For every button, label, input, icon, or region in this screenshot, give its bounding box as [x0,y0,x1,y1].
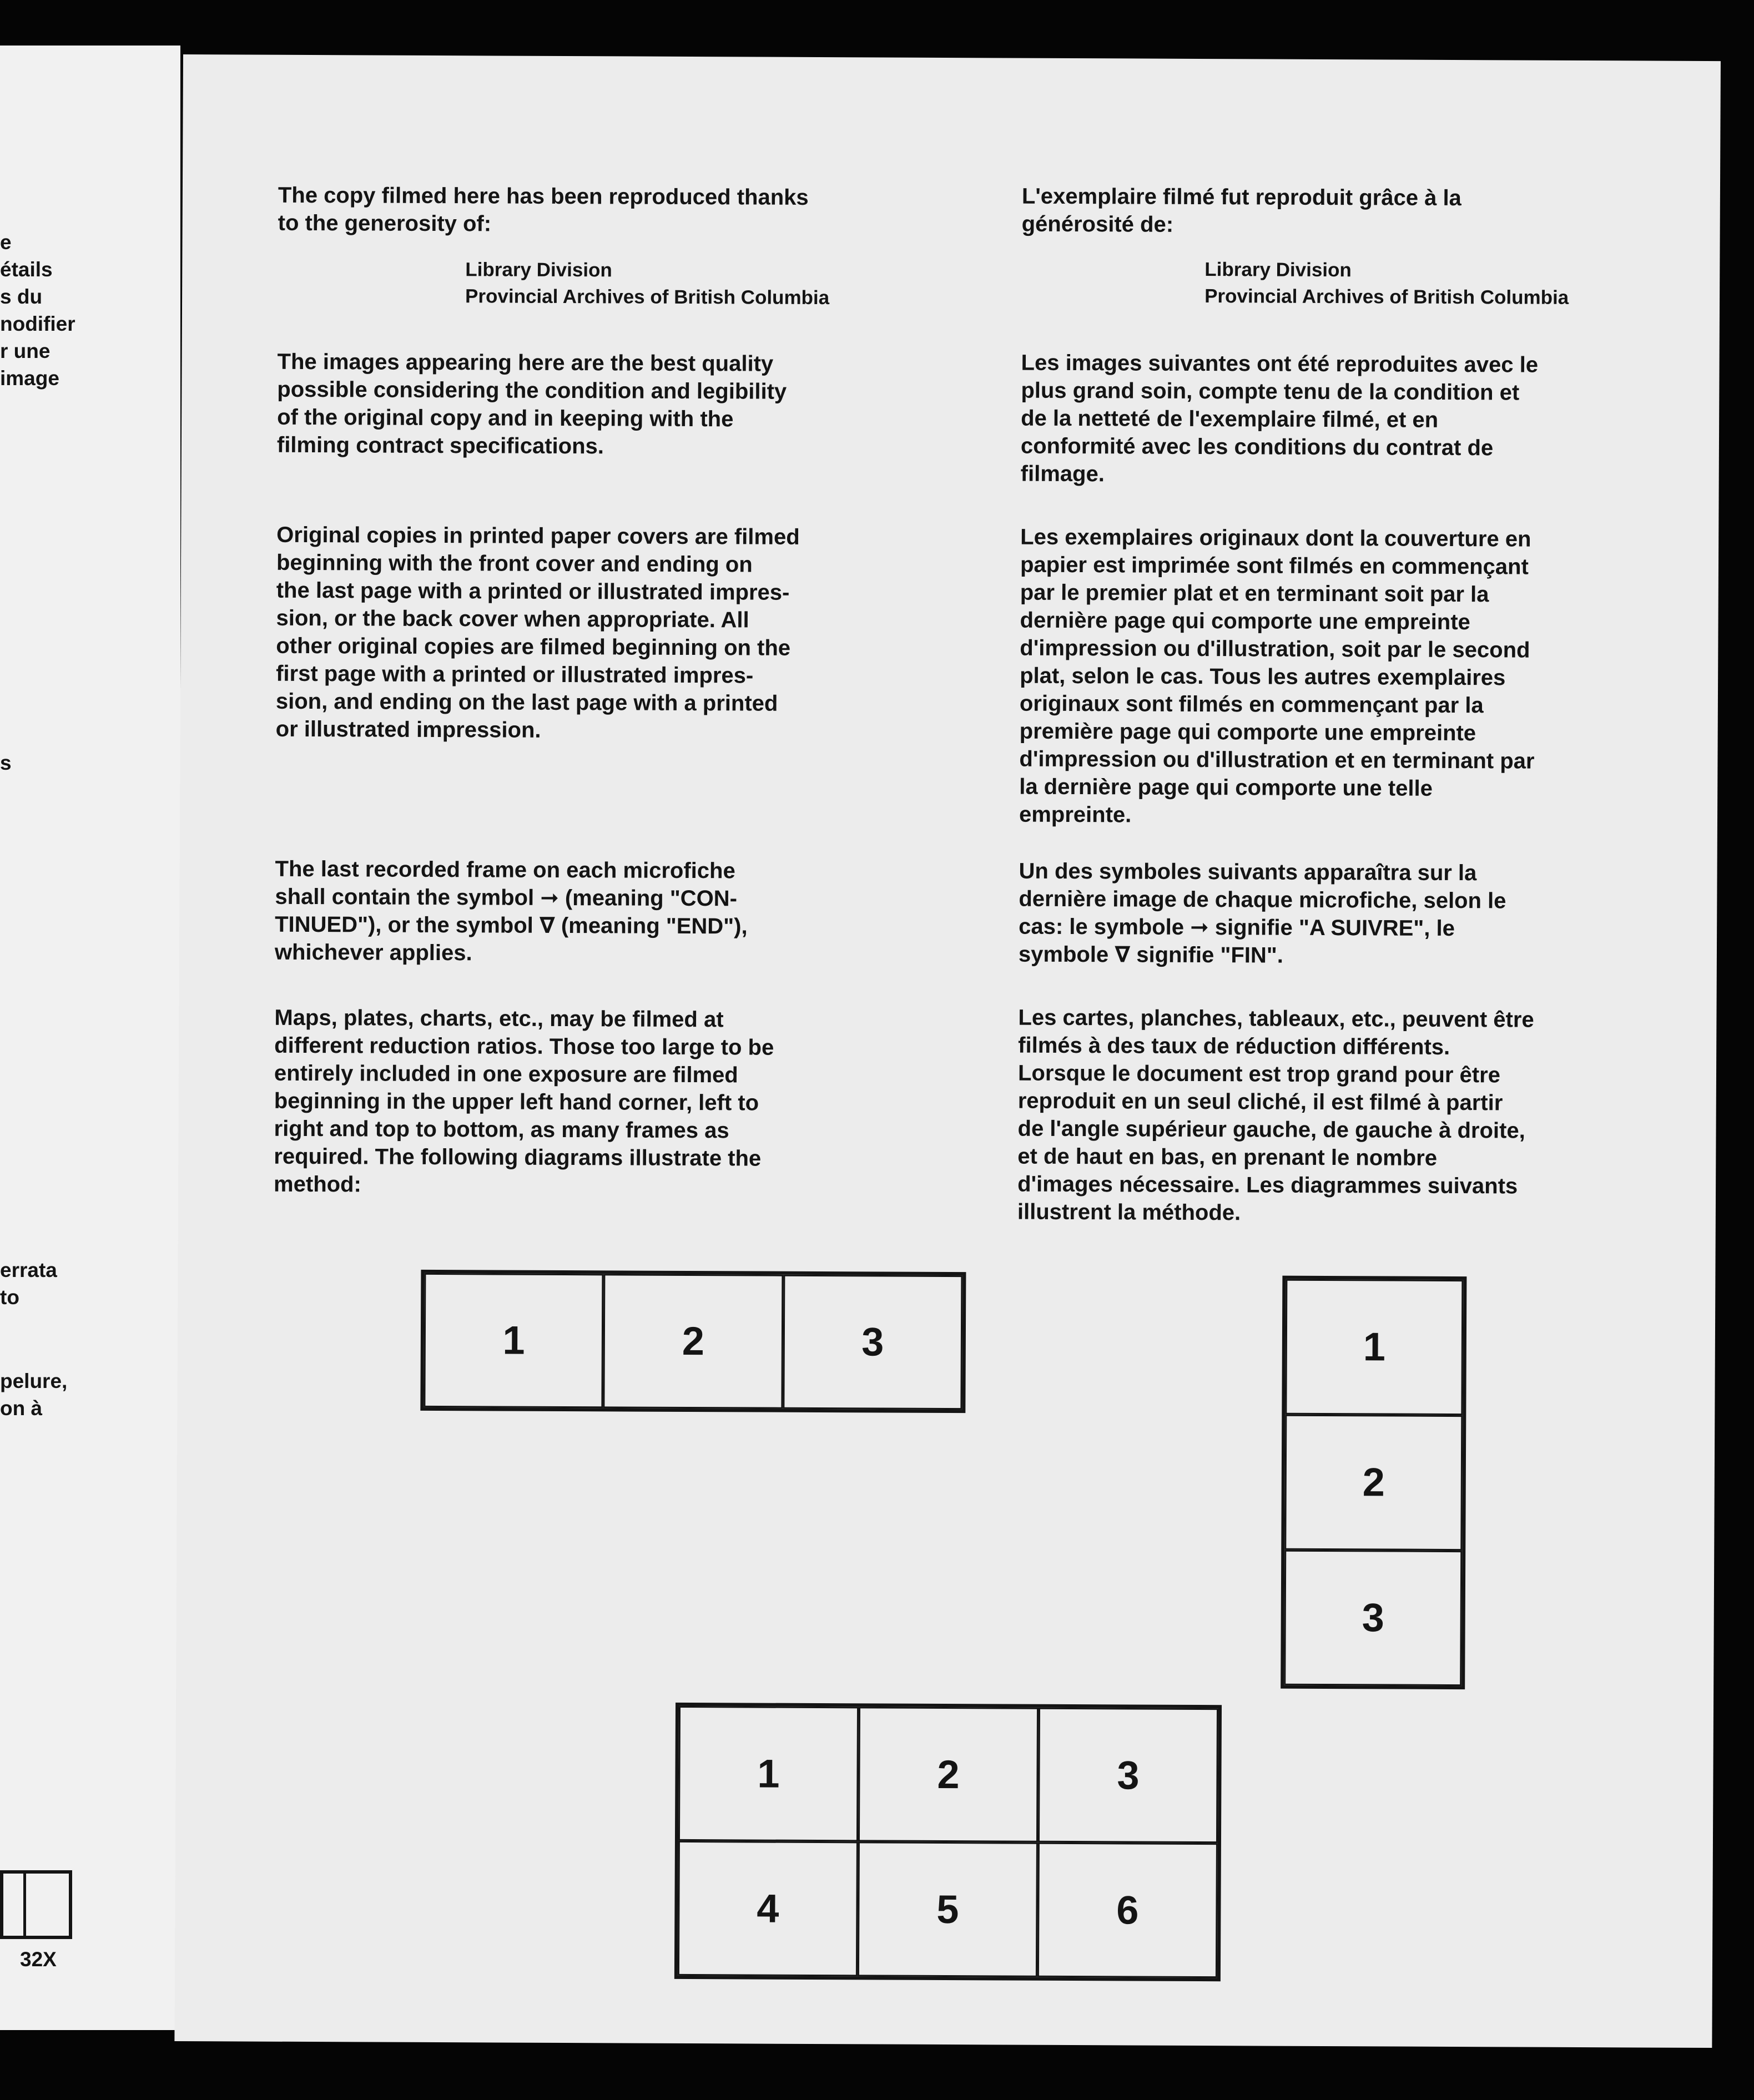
diagram-vertical [1281,1276,1466,1689]
diagram-horizontal [420,1270,966,1413]
diagram-vertical-cell: 2 [1284,1415,1463,1551]
left-fragment-lower-2: pelure, on à [0,1370,68,1420]
en-intro: The copy filmed here has been reproduced thanks to the generosity of: [278,183,809,236]
diagram-grid-cell: 5 [858,1841,1038,1977]
diagram-grid-cell: 4 [678,1841,858,1976]
left-fragment-middle: s [0,751,12,774]
left-page-edge [0,46,180,2030]
en-paragraph-symbols: The last recorded frame on each microfiche shall contain the symbol ➞ (meaning "CON- TINUED"), or the symbol ∇ (meaning "END"), whichever applies. [274,856,748,966]
en-paragraph-maps: Maps, plates, charts, etc., may be filmed at different reduction ratios. Those too large to be entirely included in one exposure are filmed beginning in the upper left hand corner, left to right and top to bottom, as many frames as required. The following diagrams illustrate the method: [274,1005,774,1197]
fr-paragraph-quality: Les images suivantes ont été reproduites avec le plus grand soin, compte tenu de la condition et de la netteté de l'exemplaire filmé, et en conformité avec les conditions du contrat de filmage. [1020,350,1539,487]
fr-intro: L'exemplaire filmé fut reproduit grâce à la générosité de: [1021,184,1461,237]
diagram-horizontal-cell: 1 [424,1273,603,1408]
diagram-horizontal-cell: 3 [783,1275,962,1410]
fr-paragraph-symbols: Un des symboles suivants apparaîtra sur la dernière image de chaque microfiche, selon le cas: le symbole ➞ signifie "A SUIVRE", le symbole ∇ signifie "FIN". [1018,859,1506,968]
left-mini-grid [0,1870,72,1939]
diagram-vertical-cell: 3 [1284,1550,1462,1686]
fr-credit: Library Division Provincial Archives of British Columbia [1204,259,1569,309]
diagram-grid-cell: 6 [1037,1842,1218,1978]
left-bottom-label: 32X [20,1948,57,1971]
main-page [174,54,1721,2048]
fr-paragraph-originals: Les exemplaires originaux dont la couverture en papier est imprimée sont filmés en commençant par le premier plat et en terminant soit par la dernière page qui comporte une empreinte d'impression ou d'illustration, soit par le second plat, selon le cas. Tous les autres exemplaires originaux sont filmés en commençant par la première page qui comporte une empreinte d'impression ou d'illustration et en terminant par la dernière page qui comporte une telle empreinte. [1019,524,1535,827]
left-fragment-lower-1: errata to [0,1259,57,1309]
diagram-horizontal-cell: 2 [603,1274,783,1409]
diagram-vertical-cell: 1 [1285,1279,1463,1415]
en-paragraph-quality: The images appearing here are the best quality possible considering the condition and legibility of the original copy and in keeping with the filming contract specifications. [276,349,787,459]
fr-paragraph-maps: Les cartes, planches, tableaux, etc., peuvent être filmés à des taux de réduction différents. Lorsque le document est trop grand pour être reproduit en un seul cliché, il est filmé à partir de l'angle supérieur gauche, de gauche à droite, et de haut en bas, en prenant le nombre d'images nécessaire. Les diagrammes suivants illustrent la méthode. [1017,1005,1534,1225]
diagram-grid-cell: 1 [678,1706,859,1841]
diagram-grid-cell: 3 [1038,1708,1218,1843]
diagram-grid [674,1703,1222,1981]
en-credit: Library Division Provincial Archives of British Columbia [465,259,830,309]
en-paragraph-originals: Original copies in printed paper covers are filmed beginning with the front cover and ending on the last page with a printed or illustrated impres- sion, or the back cover when appropriate. All other original copies are filmed beginning on the first page with a printed or illustrated impres- sion, and ending on the last page with a printed or illustrated impression. [275,522,800,743]
diagram-grid-cell: 2 [858,1707,1039,1842]
left-fragment-upper: e étails s du nodifier r une image [0,231,75,390]
